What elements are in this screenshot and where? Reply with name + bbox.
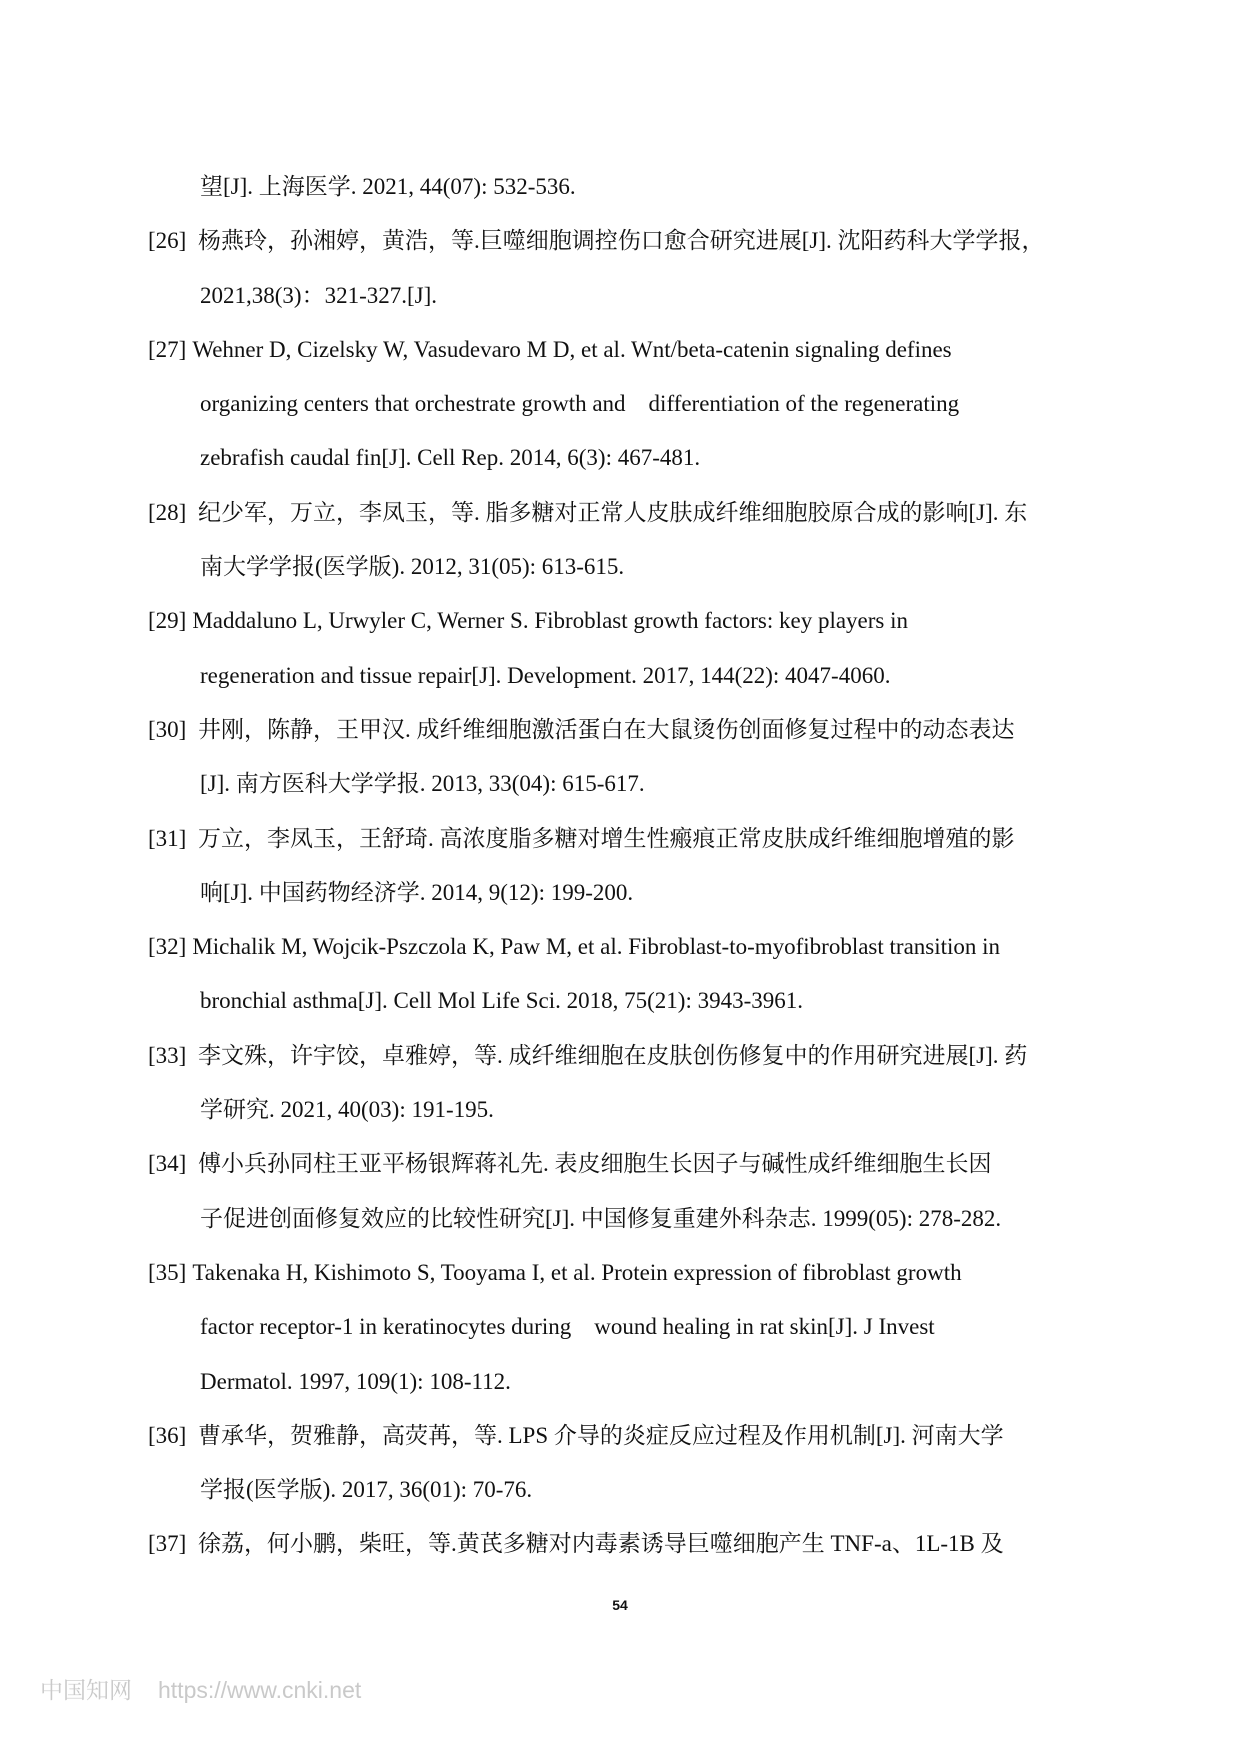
reference-line: [148, 920, 1108, 974]
reference-text: Michalik M, Wojcik-Pszczola K, Paw M, et al. Fibroblast-to-myofibroblast transition in: [192, 934, 1001, 960]
reference-text: [J]. 南方医科大学学报. 2013, 33(04): 615-617.: [200, 771, 645, 797]
reference-line: [148, 540, 1108, 594]
watermark-url: https://www.cnki.net: [158, 1677, 362, 1703]
reference-line: [148, 1137, 1108, 1191]
reference-line: [148, 974, 1108, 1028]
page-number: 54: [612, 1597, 628, 1613]
reference-line: [148, 323, 1108, 377]
reference-text: 响[J]. 中国药物经济学. 2014, 9(12): 199-200.: [200, 879, 634, 905]
reference-number: [30]: [148, 716, 187, 742]
reference-line: [148, 866, 1108, 920]
reference-text: factor receptor-1 in keratinocytes during wound healing in rat skin[J]. J Invest: [200, 1314, 935, 1340]
reference-line: [148, 649, 1108, 703]
reference-text: 万立，李凤玉，王舒琦. 高浓度脂多糖对增生性瘢痕正常皮肤成纤维细胞增殖的影: [198, 825, 1015, 851]
reference-text: 2021,38(3)：321-327.[J].: [200, 282, 437, 308]
reference-line: [148, 1246, 1108, 1300]
reference-line: [148, 1463, 1108, 1517]
reference-line: [148, 160, 1108, 214]
reference-line: [148, 703, 1108, 757]
watermark-brand: 中国知网: [40, 1677, 132, 1703]
reference-text: Takenaka H, Kishimoto S, Tooyama I, et al. Protein expression of fibroblast growth: [192, 1259, 962, 1285]
reference-text: Maddaluno L, Urwyler C, Werner S. Fibroblast growth factors: key players in: [192, 608, 909, 634]
reference-line: [148, 377, 1108, 431]
reference-text: 望[J]. 上海医学. 2021, 44(07): 532-536.: [200, 174, 576, 199]
reference-text: regeneration and tissue repair[J]. Development. 2017, 144(22): 4047-4060.: [200, 662, 891, 688]
reference-text: bronchial asthma[J]. Cell Mol Life Sci. 2018, 75(21): 3943-3961.: [200, 988, 804, 1014]
reference-line: [148, 431, 1108, 485]
reference-text: 学研究. 2021, 40(03): 191-195.: [200, 1097, 494, 1123]
reference-number: [36]: [148, 1422, 187, 1448]
reference-text: zebrafish caudal fin[J]. Cell Rep. 2014, 6(3): 467-481.: [200, 445, 701, 471]
reference-text: Dermatol. 1997, 109(1): 108-112.: [200, 1368, 511, 1394]
reference-line: [148, 1300, 1108, 1354]
reference-text: 学报(医学版). 2017, 36(01): 70-76.: [200, 1477, 533, 1503]
reference-text: 李文殊，许宇饺，卓雅婷，等. 成纤维细胞在皮肤创伤修复中的作用研究进展[J]. 药: [198, 1042, 1028, 1068]
reference-line: [148, 757, 1108, 811]
reference-line: [148, 594, 1108, 648]
reference-number: [32]: [148, 934, 187, 960]
reference-number: [37]: [148, 1531, 187, 1557]
reference-line: [148, 1029, 1108, 1083]
reference-number: [29]: [148, 608, 187, 634]
reference-number: [27]: [148, 336, 187, 362]
reference-line: [148, 1409, 1108, 1463]
reference-number: [33]: [148, 1042, 187, 1068]
reference-text: 杨燕玲，孙湘婷，黄浩，等.巨噬细胞调控伤口愈合研究进展[J]. 沈阳药科大学学报，: [198, 228, 1045, 254]
reference-number: [28]: [148, 499, 187, 525]
reference-text: Wehner D, Cizelsky W, Vasudevaro M D, et al. Wnt/beta-catenin signaling defines: [192, 336, 952, 362]
reference-line: [148, 1355, 1108, 1409]
reference-text: organizing centers that orchestrate growth and differentiation of the regenerating: [200, 391, 960, 417]
reference-list: [148, 160, 1108, 1572]
reference-text: 傅小兵孙同柱王亚平杨银辉蒋礼先. 表皮细胞生长因子与碱性成纤维细胞生长因: [198, 1151, 992, 1177]
reference-text: 纪少军，万立，李凤玉，等. 脂多糖对正常人皮肤成纤维细胞胶原合成的影响[J]. 东: [198, 499, 1028, 525]
reference-number: [35]: [148, 1259, 187, 1285]
cnki-watermark: [40, 1672, 361, 1705]
reference-line: [148, 1192, 1108, 1246]
reference-line: [148, 269, 1108, 323]
reference-text: 徐荔，何小鹏，柴旺，等.黄芪多糖对内毒素诱导巨噬细胞产生 TNF-a、1L-1B 及: [198, 1531, 1004, 1557]
reference-line: [148, 1083, 1108, 1137]
reference-line: [148, 486, 1108, 540]
reference-line: [148, 812, 1108, 866]
reference-number: [34]: [148, 1151, 187, 1177]
reference-line: [148, 1517, 1108, 1571]
reference-number: [26]: [148, 228, 187, 254]
reference-text: 曹承华，贺雅静，高荧苒，等. LPS 介导的炎症反应过程及作用机制[J]. 河南大学: [198, 1422, 1004, 1448]
reference-line: [148, 214, 1108, 268]
reference-text: 子促进创面修复效应的比较性研究[J]. 中国修复重建外科杂志. 1999(05): 278-282.: [200, 1205, 1002, 1231]
reference-text: 井刚，陈静，王甲汉. 成纤维细胞激活蛋白在大鼠烫伤创面修复过程中的动态表达: [198, 716, 1015, 742]
reference-number: [31]: [148, 825, 187, 851]
reference-text: 南大学学报(医学版). 2012, 31(05): 613-615.: [200, 554, 625, 580]
